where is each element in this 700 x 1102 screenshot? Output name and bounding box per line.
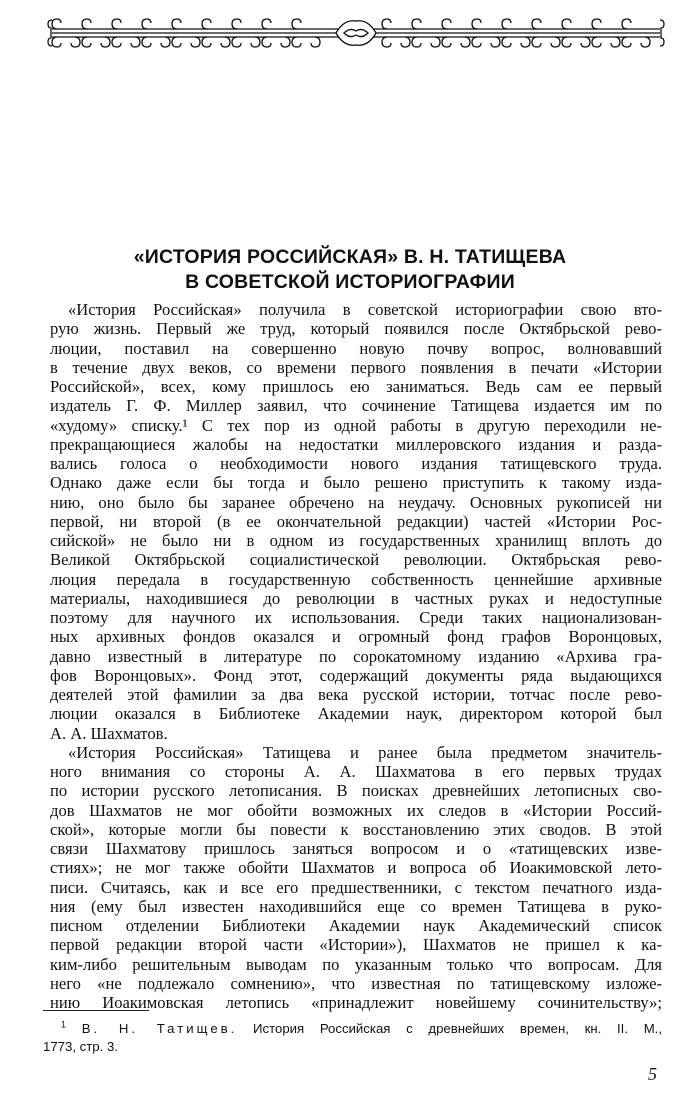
text-line: ния (ему был известен находившийся еще со времен Татищева в руко- [50, 896, 662, 916]
text-line: Великой Октябрьской социалистической революции. Октябрьская рево- [50, 550, 662, 570]
text-line: нию, оно было бы заранее обречено на неудачу. Основных рукописей ни [50, 492, 662, 512]
footnote-marker: 1 [61, 1019, 67, 1030]
text-line: рую жизнь. Первый же труд, который появился после Октябрьской рево- [50, 319, 662, 339]
text-line: А. А. Шахматов. [50, 723, 168, 743]
text-line: в течение двух веков, со времени первого появления в печати «Истории [50, 357, 662, 377]
text-line: давно известный в литературе по сорокатомному изданию «Архива гра- [50, 646, 662, 666]
chapter-title-line-2: В СОВЕТСКОЙ ИСТОРИОГРАФИИ [185, 271, 515, 293]
text-line: материалы, находившиеся до революции в частных руках и недоступные [50, 588, 662, 608]
text-line: фов Воронцовых». Фонд этот, содержащий документы ряда выдающихся [50, 665, 662, 685]
decorative-border-ornament [44, 16, 668, 50]
text-line: связи Шахматову пришлось заняться вопросом и о «татищевских изве- [50, 839, 662, 858]
text-line: «История Российская» получила в советской историографии свою вто- [68, 300, 662, 319]
text-line: ким-либо решительным выводам по указанным только что вопросам. Для [50, 954, 662, 974]
text-line: прекращающиеся жалобы на недостатки миллеровского издания и разда- [50, 434, 662, 454]
text-line: «История Российская» Татищева и ранее была предметом значитель- [68, 742, 662, 762]
text-line: Российской», всех, кому пришлось ею заниматься. Ведь сам ее первый [50, 377, 662, 396]
text-line: ской», которые могли бы повести к восстановлению этих сводов. В этой [50, 819, 662, 839]
text-line: по истории русского летописания. В поисках древнейших летописных сво- [50, 781, 662, 801]
text-line: писном отделении Библиотеки Академии наук Академический список [50, 916, 662, 935]
text-line: люции, поставил на совершенно новую почву вопрос, волновавший [50, 338, 662, 358]
text-line: поэтому для научного их использования. Среди таких национализован- [50, 608, 662, 627]
text-line: «худому» списку.¹ С тех пор из одной работы в другую переходили не- [50, 415, 662, 435]
footnote-author: В. Н. Татищев. [81, 1021, 238, 1036]
text-line: первой редакции второй части «Истории»), Шахматов не пришел к ка- [50, 935, 662, 955]
footnote-divider [43, 1010, 149, 1011]
text-line: деятелей этой фамилии за два века русской истории, тотчас после рево- [50, 685, 662, 704]
text-line: люции оказался в Библиотеке Академии наук, директором которой был [50, 704, 662, 724]
footnote-citation: История Российская с древнейших времен, кн. II. М., [253, 1021, 663, 1036]
text-line: ного внимания со стороны А. А. Шахматова в его первых трудах [50, 762, 662, 781]
chapter-title-line-1: «ИСТОРИЯ РОССИЙСКАЯ» В. Н. ТАТИЩЕВА [133, 246, 567, 268]
text-line: нию Иоакимовская летопись «принадлежит новейшему сочинительству»; [50, 993, 662, 1012]
text-line: издатель Г. Ф. Миллер заявил, что сочинение Татищева издается им по [50, 396, 662, 416]
footnote [43, 1020, 662, 1056]
text-line: писи. Считаясь, как и все его предшественники, с текстом печатного изда- [50, 877, 662, 897]
text-line: дов Шахматов не мог обойти возможных их следов в «Истории Россий- [50, 800, 662, 820]
text-line: стиях»; не мог также обойти Шахматов и вопроса об Иоакимовской лето- [50, 858, 662, 878]
text-line: первой, ни второй (в ее окончательной редакции) частей «Истории Рос- [50, 511, 662, 531]
text-line: сийской» не было ни в одном из государственных хранилищ вплоть до [50, 531, 662, 550]
text-line: ных архивных фондов оказался и огромный фонд графов Воронцовых, [50, 627, 662, 647]
text-line: люция передала в государственную собственность ценнейшие архивные [50, 569, 662, 589]
page-number: 5 [648, 1064, 657, 1084]
footnote-citation-cont: 1773, стр. 3. [43, 1039, 118, 1054]
text-line: вались голоса о необходимости нового издания татищевского труда. [50, 454, 662, 473]
text-line: него «не подлежало сомнению», что известная по татищевскому изложе- [50, 973, 662, 993]
text-line: Однако даже если бы тогда и было решено приступить к такому изда- [50, 473, 662, 493]
body-text [50, 300, 662, 1012]
